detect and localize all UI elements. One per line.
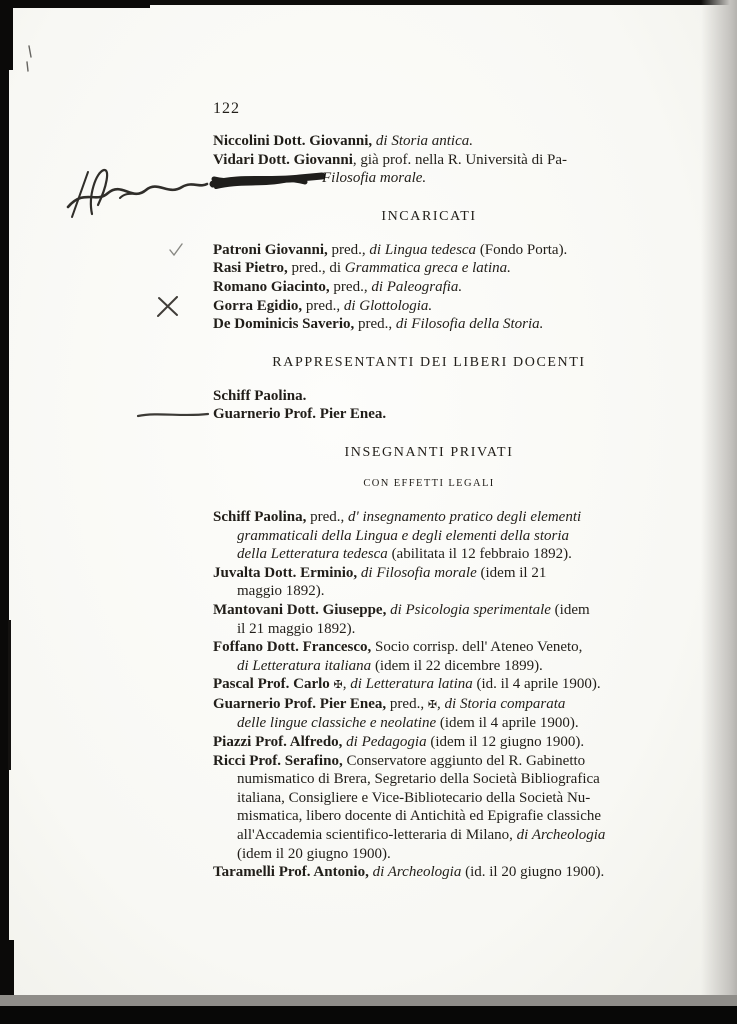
- dash-mark-guarnerio: [138, 414, 208, 416]
- text-run: all'Accademia scientifico-letteraria di Milano,: [237, 827, 517, 844]
- text-run: di Archeologia: [516, 827, 606, 844]
- text-run: Filosofia morale.: [322, 170, 427, 187]
- text-run: ✠: [427, 697, 438, 711]
- text-run: (idem il 22 dicembre 1899).: [371, 657, 543, 674]
- scan-edge-top-thick: [0, 0, 150, 8]
- document-sections: [213, 132, 645, 882]
- entry-line: [213, 259, 645, 278]
- text-run: ,: [342, 676, 351, 693]
- entry-line: [213, 657, 645, 676]
- text-run: Vidari Dott. Giovanni: [213, 151, 353, 168]
- entry-line: [213, 601, 645, 620]
- entry: [213, 405, 645, 424]
- entry-line: [213, 714, 645, 733]
- entry-line: [213, 789, 645, 808]
- entry-line: [213, 620, 645, 639]
- text-run: Gorra Egidio,: [213, 297, 303, 314]
- text-run: Grammatica greca e latina.: [344, 260, 511, 277]
- entry-line: [213, 278, 645, 297]
- handwritten-signature-scribble: [68, 170, 207, 217]
- text-run: pred.,: [386, 695, 428, 712]
- entry-line: [213, 695, 645, 715]
- text-run: Guarnerio Prof. Pier Enea.: [213, 406, 387, 423]
- text-run: pred., di: [287, 260, 345, 277]
- text-run: Romano Giacinto,: [213, 278, 330, 295]
- entry-line: [213, 770, 645, 789]
- x-mark-gorra: [158, 297, 177, 316]
- text-run: di Pedagogia: [346, 734, 427, 751]
- entry: [213, 601, 645, 638]
- text-run: il 21 maggio 1892).: [237, 620, 356, 637]
- text-run: pred.,: [354, 316, 396, 333]
- text-run: di Paleografia.: [371, 278, 463, 295]
- text-run: Guarnerio Prof. Pier Enea,: [213, 695, 387, 712]
- scan-edge-left-blob: [8, 620, 11, 770]
- section-heading: RAPPRESENTANTI DEI LIBERI DOCENTI: [272, 354, 586, 370]
- entry-line: [213, 169, 645, 188]
- entry-line: [213, 527, 645, 546]
- text-run: (idem il 20 giugno 1900).: [237, 845, 391, 862]
- entry: [213, 259, 645, 278]
- document-content: [213, 100, 645, 882]
- entry: [213, 695, 645, 733]
- text-run: (id. il 4 aprile 1900).: [472, 676, 601, 693]
- text-run: (idem il 21: [476, 564, 547, 581]
- entry-line: [213, 405, 645, 424]
- entry: [213, 151, 645, 188]
- entry: [213, 387, 645, 406]
- entry: [213, 675, 645, 695]
- section-heading: INCARICATI: [381, 208, 477, 224]
- scan-edge-left-blob: [8, 0, 13, 70]
- text-run: d' insegnamento pratico degli elementi: [348, 508, 582, 525]
- text-run: (idem: [550, 601, 590, 618]
- text-run: ,: [437, 695, 445, 712]
- scan-edge-left: [0, 0, 9, 1024]
- text-run: di Storia antica.: [375, 133, 474, 149]
- text-run: Juvalta Dott. Erminio,: [213, 564, 358, 581]
- text-run: di Psicologia sperimentale: [390, 601, 551, 618]
- entry-line: [213, 845, 645, 864]
- entry-line: [213, 387, 645, 406]
- scan-edge-bottom: [0, 1006, 737, 1024]
- text-run: Pascal Prof. Carlo: [213, 676, 334, 693]
- entry: [213, 564, 645, 601]
- entry-line: [213, 132, 645, 151]
- text-run: (Fondo Porta).: [476, 241, 568, 258]
- entry-line: [213, 297, 645, 316]
- entry-line: [213, 863, 645, 882]
- text-run: Niccolini Dott. Giovanni,: [213, 133, 373, 149]
- text-run: Schiff Paolina,: [213, 508, 307, 525]
- text-run: di Filosofia della Storia.: [395, 316, 544, 333]
- entry: [213, 132, 645, 151]
- text-run: ✠: [333, 678, 343, 692]
- entry-line: [213, 151, 645, 170]
- edge-pen-ticks: [27, 46, 31, 71]
- text-run: di Storia comparata: [444, 695, 566, 712]
- text-run: (abilitata il 12 febbraio 1892).: [387, 546, 572, 563]
- entry-line: [213, 241, 645, 260]
- entry: [213, 315, 645, 334]
- text-run: Conservatore aggiunto del R. Gabinetto: [342, 752, 586, 769]
- text-run: pred.,: [327, 241, 370, 258]
- text-run: pred.,: [329, 278, 372, 295]
- entry: [213, 733, 645, 752]
- entry-line: [213, 807, 645, 826]
- text-run: di Glottologia.: [343, 297, 433, 314]
- text-run: di Letteratura italiana: [237, 657, 372, 674]
- entry: [213, 297, 645, 316]
- text-run: grammaticali della Lingua e degli elementi della storia: [237, 527, 570, 544]
- text-run: numismatico di Brera, Segretario della Società Bibliografica: [237, 771, 600, 788]
- entry-line: [213, 545, 645, 564]
- text-run: Taramelli Prof. Antonio,: [213, 864, 369, 881]
- text-run: Socio corrisp. dell' Ateneo Veneto,: [371, 639, 583, 656]
- text-run: De Dominicis Saverio,: [213, 316, 355, 333]
- text-run: (idem il 12 giugno 1900).: [426, 734, 585, 751]
- text-run: (id. il 20 giugno 1900).: [461, 864, 605, 881]
- text-run: Piazzi Prof. Alfredo,: [213, 734, 343, 751]
- text-run: di Filosofia morale: [360, 564, 477, 581]
- entry: [213, 241, 645, 260]
- text-run: italiana, Consigliere e Vice-Bibliotecario della Società Nu-: [237, 789, 591, 806]
- entry-line: [213, 826, 645, 845]
- entry-line: [213, 675, 645, 695]
- scan-edge-bottom-gray: [0, 995, 737, 1006]
- section-subheading: CON EFFETTI LEGALI: [363, 477, 495, 489]
- text-run: Patroni Giovanni,: [213, 241, 328, 258]
- text-run: della Letteratura tedesca: [237, 546, 388, 563]
- entry-line: [213, 733, 645, 752]
- text-run: Schiff Paolina.: [213, 387, 307, 404]
- text-run: delle lingue classiche e neolatine: [237, 715, 437, 732]
- text-run: Mantovani Dott. Giuseppe,: [213, 601, 387, 618]
- text-run: di Lingua tedesca: [369, 241, 477, 258]
- pencil-check-patroni: [170, 244, 182, 255]
- text-run: di Letteratura latina: [350, 676, 473, 693]
- entry-line: [213, 564, 645, 583]
- entry: [213, 508, 645, 564]
- page-number: 122: [213, 100, 240, 117]
- entry-line: [213, 582, 645, 601]
- entry-line: [213, 508, 645, 527]
- text-run: di Archeologia: [372, 864, 462, 881]
- entry: [213, 752, 645, 864]
- text-run: pred.,: [306, 508, 348, 525]
- entry: [213, 863, 645, 882]
- entry-line: [213, 752, 645, 771]
- text-run: Rasi Pietro,: [213, 260, 288, 277]
- entry: [213, 278, 645, 297]
- text-run: Ricci Prof. Serafino,: [213, 752, 343, 769]
- entry-line: [213, 315, 645, 334]
- entry-line: [213, 638, 645, 657]
- text-run: Foffano Dott. Francesco,: [213, 639, 372, 656]
- section-heading: INSEGNANTI PRIVATI: [344, 444, 514, 460]
- text-run: , già prof. nella R. Università di Pa-: [352, 151, 567, 168]
- text-run: pred.,: [302, 297, 344, 314]
- entry: [213, 638, 645, 675]
- text-run: maggio 1892).: [237, 583, 325, 600]
- text-run: mismatica, libero docente di Antichità ed Epigrafie classiche: [237, 808, 602, 825]
- text-run: (idem il 4 aprile 1900).: [436, 715, 579, 732]
- scan-edge-right-shadow: [701, 0, 737, 1024]
